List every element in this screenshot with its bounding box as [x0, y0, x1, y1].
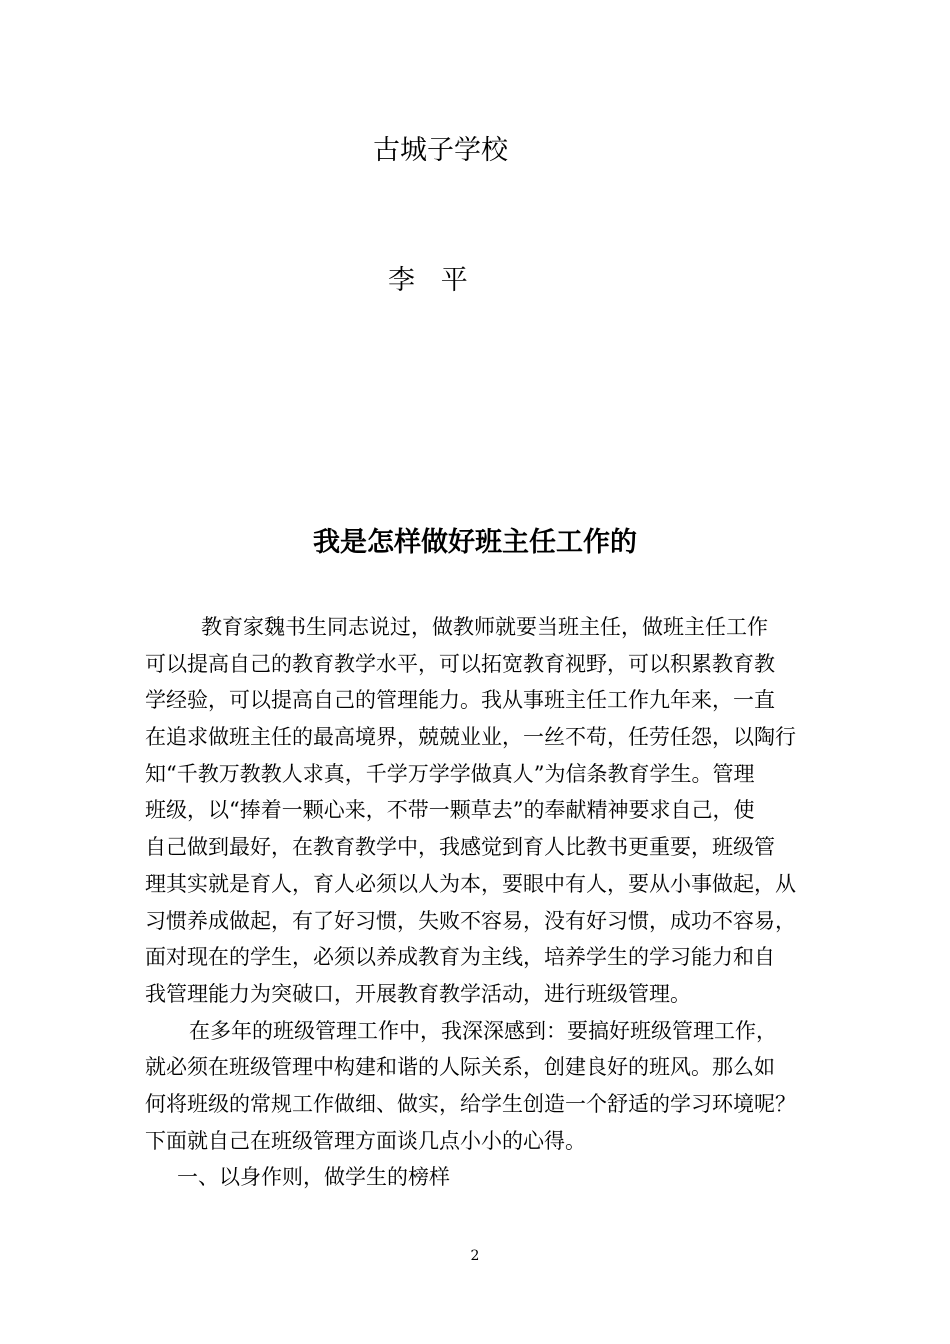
author-name: 李 平	[388, 265, 468, 296]
article-title: 我是怎样做好班主任工作的	[313, 527, 637, 558]
paragraph-line: 知“千教万教教人求真，千学万学学做真人”为信条教育学生。管理	[145, 761, 755, 786]
paragraph-line: 可以提高自己的教育教学水平，可以拓宽教育视野，可以积累教育教	[145, 651, 775, 676]
paragraph-line: 班级，以“捧着一颗心来，不带一颗草去”的奉献精神要求自己，使	[145, 798, 755, 823]
paragraph-line: 自己做到最好，在教育教学中，我感觉到育人比教书更重要，班级管	[145, 835, 775, 860]
article-body	[145, 609, 815, 1196]
paragraph-line: 在多年的班级管理工作中，我深深感到：要搞好班级管理工作，	[189, 1018, 777, 1043]
paragraph-line: 下面就自己在班级管理方面谈几点小小的心得。	[145, 1128, 586, 1153]
section-heading: 一、以身作则，做学生的榜样	[177, 1165, 450, 1190]
paragraph-line: 何将班级的常规工作做细、做实，给学生创造一个舒适的学习环境呢？	[145, 1091, 796, 1116]
paragraph-line: 理其实就是育人，育人必须以人为本，要眼中有人，要从小事做起，从	[145, 871, 796, 896]
school-name: 古城子学校	[373, 135, 508, 166]
paragraph-line: 学经验，可以提高自己的管理能力。我从事班主任工作九年来，一直	[145, 688, 775, 713]
paragraph-line: 习惯养成做起，有了好习惯，失败不容易，没有好习惯，成功不容易，	[145, 908, 796, 933]
paragraph-line: 我管理能力为突破口，开展教育教学活动，进行班级管理。	[145, 981, 691, 1006]
paragraph-line: 面对现在的学生，必须以养成教育为主线，培养学生的学习能力和自	[145, 945, 775, 970]
paragraph-line: 在追求做班主任的最高境界，兢兢业业，一丝不苟，任劳任怨，以陶行	[145, 725, 796, 750]
paragraph-line: 教育家魏书生同志说过，做教师就要当班主任，做班主任工作	[201, 615, 768, 639]
paragraph-line: 就必须在班级管理中构建和谐的人际关系，创建良好的班风。那么如	[145, 1055, 775, 1080]
page-number: 2	[470, 1248, 480, 1264]
